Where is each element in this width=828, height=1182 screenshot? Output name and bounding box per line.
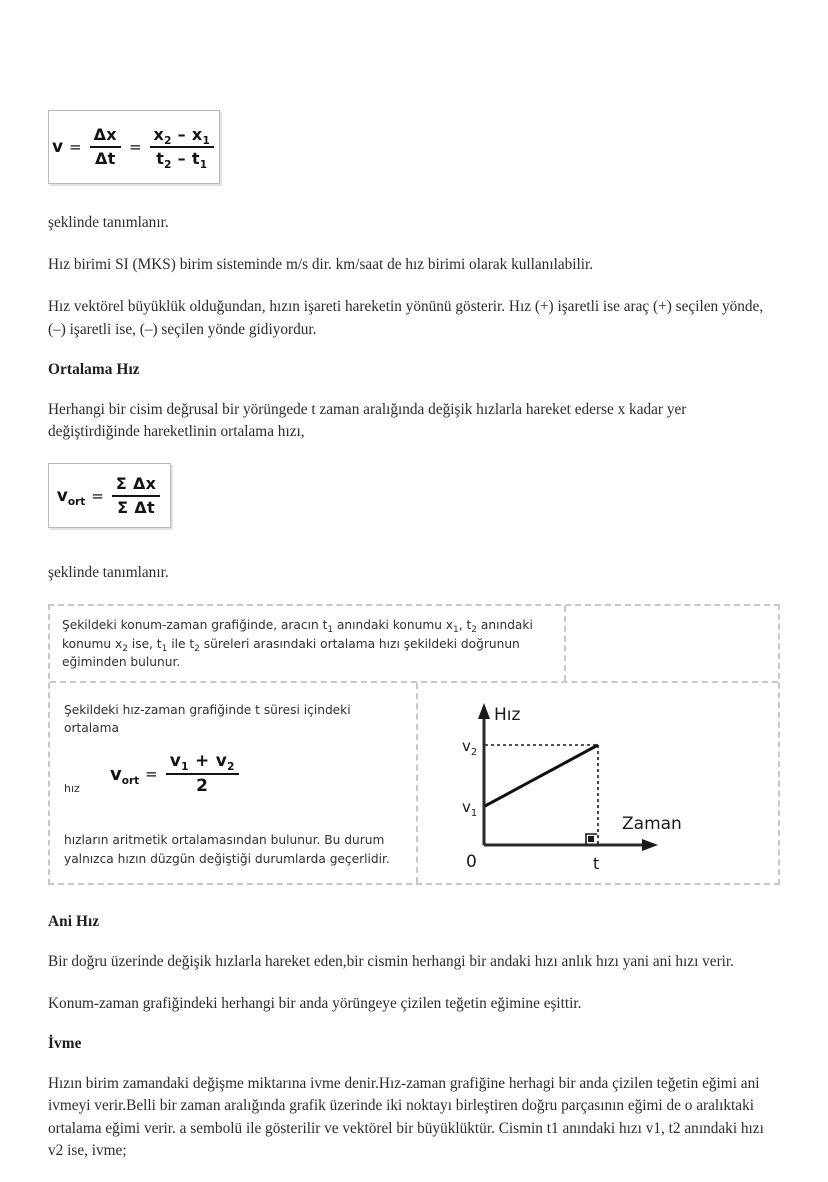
equals-sign: =: [69, 138, 82, 156]
term-t2-sub: 2: [164, 159, 172, 171]
y-tick-label-v1: [462, 798, 477, 819]
y-axis-arrow: [478, 703, 490, 719]
equals-sign-3: =: [91, 486, 104, 505]
y-tick-label-v2: [462, 737, 477, 758]
term-x2-sub: 2: [164, 135, 172, 147]
note-hiz-zaman-top: Şekildeki hız-zaman grafiğinde t süresi içindeki ortalama: [64, 702, 351, 735]
minus-sign-num: –: [177, 125, 186, 144]
note-subscript: 1: [161, 643, 168, 654]
fraction-bar-4: [166, 773, 239, 775]
paragraph-bir-dogru-uzerinde: Bir doğru üzerinde değişik hızlarla hareket eden,bir cismin herhangi bir andaki hızı anlık hızı yani ani hızı verir.: [48, 952, 735, 970]
paragraph-sekilde-tanimlanir-1: şeklinde tanımlanır.: [48, 214, 169, 231]
term-x1-sub: 1: [202, 135, 211, 147]
page-content: [48, 110, 780, 1182]
term-x2-base: x: [153, 125, 165, 144]
variable-v-ort: [57, 486, 86, 506]
fraction-numerator: Δx: [93, 125, 117, 144]
note-subscript: 1: [453, 625, 459, 636]
label-hiz: hız: [64, 781, 80, 795]
chart-svg: [426, 689, 770, 875]
heading-ivme: İvme: [48, 1035, 82, 1053]
tick-v1-sub: 1: [470, 807, 478, 819]
formula-velocity: [49, 111, 219, 183]
x-axis-arrow: [642, 839, 658, 851]
note-segment: anındaki konumu x: [62, 618, 533, 651]
table-cell-note-hiz-zaman: [50, 683, 418, 883]
fraction-bar-3: [112, 495, 160, 497]
variable-v-sub: ort: [67, 495, 86, 508]
data-line-series-1: [485, 745, 598, 806]
term-x1-base: x: [191, 125, 203, 144]
heading-ortalama-hiz: Ortalama Hız: [48, 360, 140, 378]
math-expression-2: [57, 474, 163, 518]
fraction-denominator-sigma: Σ Δt: [117, 497, 155, 517]
fraction-denominator: Δt: [94, 149, 116, 168]
variable-v: v: [51, 137, 64, 157]
table-cell-chart: [418, 683, 778, 883]
table-row: [50, 606, 778, 683]
note-segment: Şekildeki konum-zaman grafiğinde, aracın t: [62, 618, 328, 633]
term-v1-sub: 1: [181, 760, 189, 773]
note-hiz-zaman-bottom: hızların aritmetik ortalamasından bulunur. Bu durum yalnızca hızın düzgün değiştiği durumlarda geçerlidir.: [64, 833, 390, 866]
fraction-v1-plus-v2: [166, 751, 239, 798]
paragraph-ivme-aciklama: Hızın birim zamandaki değişme miktarına ivme denir.Hız-zaman grafiğine herhagi bir anda çizilen teğetin eğimi ani ivmeyi verir.Belli bir zaman aralığında grafik üzerinde iki noktayı birleştiren doğru parçasının eğimi de o aralıktaki ortalama eğimi verir. a sembolü ile gösterilir ve vektörel bir büyüklüktür. Cismin t1 anındaki hızı v1, t2 anındaki hızı v2 ise, ivme;: [48, 1075, 764, 1159]
tick-v2-sub: 2: [470, 746, 478, 758]
hiz-zaman-chart: [426, 689, 770, 875]
tick-v1-base: v: [462, 797, 471, 816]
fraction-denominator-3: 2: [196, 776, 209, 797]
paragraph-hiz-birimi: Hız birimi SI (MKS) birim sisteminde m/s dir. km/saat de hız birimi olarak kullanılabilir.: [48, 256, 594, 274]
note-segment: süreleri arasındaki ortalama hızı şekildeki doğrunun eğiminden bulunur.: [62, 636, 520, 669]
fraction-expanded: [150, 125, 215, 169]
paragraph-konum-zaman-grafigi: Konum-zaman grafiğindeki herhangi bir anda yörüngeye çizilen teğetin eğimine eşittir.: [48, 995, 582, 1013]
variable-v-sub: ort: [121, 774, 140, 787]
right-angle-marker-dot: [588, 836, 594, 842]
fraction-denominator-2: [152, 149, 211, 169]
minus-sign-den: –: [177, 149, 186, 168]
math-expression-3: [110, 751, 241, 798]
note-segment: ise, t: [127, 636, 162, 651]
x-axis-label: Zaman: [622, 813, 682, 834]
equals-sign-2: =: [128, 138, 142, 156]
plus-sign: +: [194, 750, 210, 771]
origin-label: 0: [466, 851, 477, 872]
table-cell-note-konum-zaman: [50, 606, 566, 681]
formula-average-of-two-speeds: [110, 751, 241, 798]
note-subscript: 2: [194, 643, 200, 654]
fraction-numerator-sigma: Σ Δx: [115, 473, 157, 493]
x-tick-label-t: t: [593, 853, 600, 873]
tick-v2-base: v: [462, 736, 471, 755]
note-subscript: 1: [327, 625, 334, 636]
term-v1-base: v: [169, 750, 182, 771]
formula-box-velocity: [48, 110, 220, 184]
note-segment: , t: [458, 618, 472, 633]
formula-average-velocity: [49, 464, 170, 527]
formula-box-average-velocity: [48, 463, 171, 528]
heading-ani-hiz: Ani Hız: [48, 912, 100, 930]
term-v2-sub: 2: [227, 760, 235, 773]
paragraph-sekilde-tanimlanir-2: şeklinde tanımlanır.: [48, 564, 169, 582]
note-subscript: 2: [122, 643, 128, 654]
note-subscript: 2: [471, 625, 478, 636]
y-axis-label: Hız: [494, 704, 521, 725]
note-segment: anındaki konumu x: [333, 618, 454, 633]
note-konum-zaman: [62, 616, 552, 671]
math-expression: [52, 125, 216, 169]
term-t1-sub: 1: [199, 159, 208, 171]
variable-v-base: v: [56, 485, 68, 506]
equals-sign-4: =: [145, 765, 158, 784]
fraction-numerator-3: [166, 751, 239, 772]
fraction-sigma: [112, 474, 160, 518]
term-t2-base: t: [156, 149, 165, 168]
fraction-numerator-2: [150, 125, 215, 145]
note-segment: ile t: [167, 636, 195, 651]
variable-v-base: v: [110, 763, 122, 785]
dashed-info-table: [48, 604, 780, 885]
term-v2-base: v: [215, 750, 228, 771]
paragraph-hiz-vektorel: Hız vektörel büyüklük olduğundan, hızın işareti hareketin yönünü gösterir. Hız (+) işaretli ise araç (+) seçilen yönde, (–) işaretli ise, (–) seçilen yönde gidiyordur.: [48, 298, 764, 338]
table-cell-empty: [566, 606, 778, 681]
table-row: [50, 683, 778, 883]
term-t1-base: t: [191, 149, 200, 168]
fraction-delta: [90, 125, 121, 169]
fraction-bar: [90, 146, 121, 148]
paragraph-herhangi-bir-cisim: Herhangi bir cisim değrusal bir yörüngede t zaman aralığında değişik hızlarla hareket ederse x kadar yer değiştirdiğinde hareketlinin ortalama hızı,: [48, 400, 687, 440]
variable-v-ort-2: [110, 764, 139, 785]
